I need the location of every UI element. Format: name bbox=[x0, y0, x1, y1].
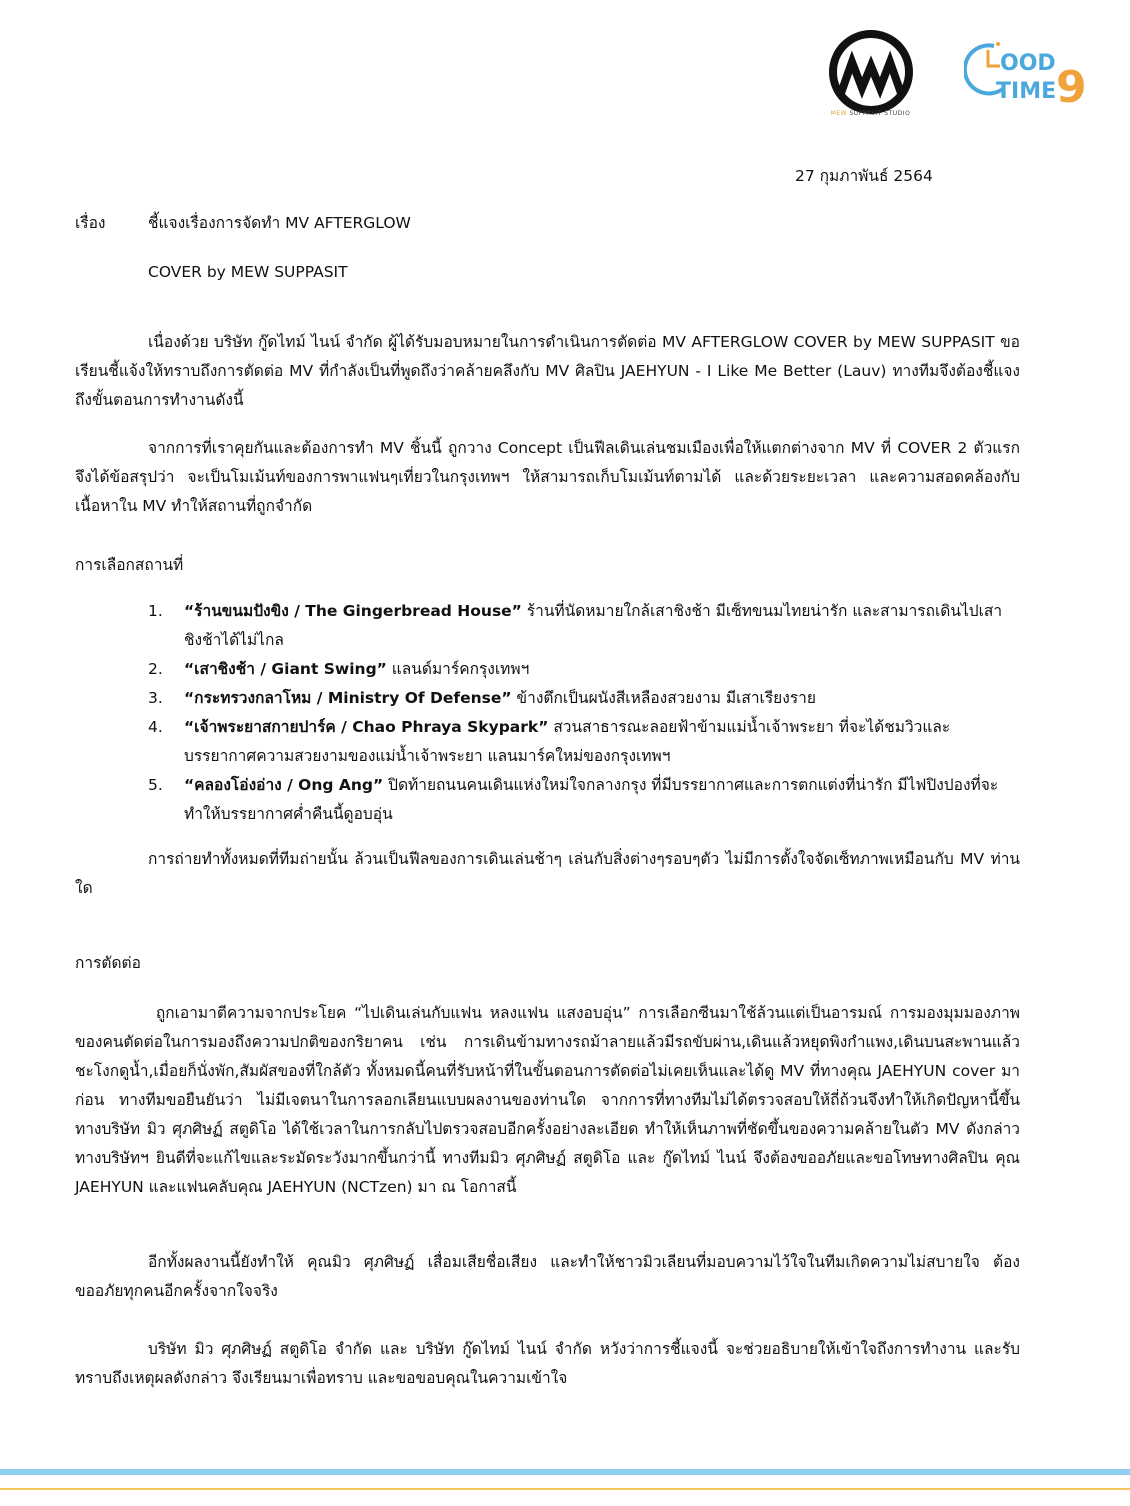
list-item: 5. “คลองโอ่งอ่าง / Ong Ang” ปิดท้ายถนนคนเดินแห่งใหม่ใจกลางกรุง ที่มีบรรยากาศและการตกแต่งที่น่ารัก มีไฟปิงปองที่จะทำให้บรรยากาศค่ำคืนนี้ดูอบอุ่น bbox=[148, 776, 999, 823]
paragraph-apology: อีกทั้งผลงานนี้ยังทำให้ คุณมิว ศุภศิษฏ์ เสื่อมเสียชื่อเสียง และทำให้ชาวมิวเลียนที่มอบความไว้ใจในทีมเกิดความไม่สบายใจ ต้องขออภัยทุกคนอีกครั้งจากใจจริง bbox=[75, 1253, 1020, 1300]
locations-list bbox=[148, 597, 1018, 829]
goodtime9-logo bbox=[964, 36, 1094, 112]
goodtime-number-nine: 9 bbox=[1056, 62, 1087, 112]
list-item: 3. “กระทรวงกลาโหม / Ministry Of Defense” ข้างตึกเป็นผนังสีเหลืองสวยงาม มีเสาเรียงราย bbox=[148, 689, 816, 707]
heading-locations: การเลือกสถานที่ bbox=[75, 556, 184, 574]
mew-suppasit-studio-logo bbox=[826, 28, 916, 120]
list-item: 2. “เสาชิงช้า / Giant Swing” แลนด์มาร์คกรุงเทพฯ bbox=[148, 660, 530, 678]
paragraph-concept: จากการที่เราคุยกันและต้องการทำ MV ชิ้นนี้ ถูกวาง Concept เป็นฟีลเดินเล่นชมเมืองเพื่อให้แตกต่างจาก MV ที่ COVER 2 ตัวแรก จึงได้ข้อสรุปว่า จะเป็นโมเม้นท์ของการพาแฟนๆเที่ยวในกรุงเทพฯ ให้สามารถเก็บโมเม้นท์ตามได้ และด้วยระยะเวลา และความสอดคล้องกับเนื้อหาใน MV ทำให้สถานที่ถูกจำกัด bbox=[75, 439, 1020, 515]
paragraph-intro: เนื่องด้วย บริษัท กู๊ดไทม์ ไนน์ จำกัด ผู้ได้รับมอบหมายในการดำเนินการตัดต่อ MV AFTERGLOW COVER by MEW SUPPASIT ขอเรียนชี้แจ้งให้ทราบถึงการตัดต่อ MV ที่กำลังเป็นที่พูดถึงว่าคล้ายคลึงกับ MV ศิลปิน JAEHYUN - I Like Me Better (Lauv) ทางทีมจึงต้องชี้แจงถึงขั้นตอนการทำงานดังนี้ bbox=[75, 333, 1020, 409]
footer-blue-stripe bbox=[0, 1469, 1130, 1475]
goodtime-word-good: OOD bbox=[1000, 51, 1056, 76]
list-item: 4. “เจ้าพระยาสกายปาร์ค / Chao Phraya Skypark” สวนสาธารณะลอยฟ้าข้ามแม่น้ำเจ้าพระยา ที่จะได้ชมวิวและบรรยากาศความสวยงามของแม่น้ำเจ้าพระยา แลนมาร์คใหม่ของกรุงเทพฯ bbox=[148, 718, 951, 765]
goodtime-word-time: TIME bbox=[996, 79, 1057, 104]
paragraph-editing: ถูกเอามาตีความจากประโยค “ไปเดินเล่นกับแฟน หลงแฟน แสงอบอุ่น” การเลือกซีนมาใช้ล้วนแต่เป็นอารมณ์ การมองมุมมองภาพของคนตัดต่อในการมองถึงความปกติของกริยาคน เช่น การเดินข้ามทางรถม้าลายแล้วมีรถขับผ่าน,เดินแล้วหยุดพิงกำแพง,เดินบนสะพานแล้วชะโงกดูน้ำ,เมื่อยก็นั่งพัก,สัมผัสของที่ใกล้ตัว ทั้งหมดนี้คนที่รับหน้าที่ในขั้นตอนการตัดต่อไม่เคยเห็นและได้ดู MV ที่ทางคุณ JAEHYUN cover มาก่อน ทางทีมขอยืนยันว่า ไม่มีเจตนาในการลอกเลียนแบบผลงานของท่านใด จากการที่ทางทีมไม่ได้ตรวจสอบให้ถี่ถ้วนจึงทำให้เกิดปัญหานี้ขึ้น ทางบริษัท มิว ศุภศิษฏ์ สตูดิโอ ได้ใช้เวลาในการกลับไปตรวจสอบอีกครั้งอย่างละเอียด ทำให้เห็นภาพที่ชัดขึ้นของความคล้ายในตัว MV ดังกล่าว ทางบริษัทฯ ยินดีที่จะแก้ไขและระมัดระวังมากขึ้นกว่านี้ ทางทีมมิว ศุภศิษฏ์ สตูดิโอ และ กู๊ดไทม์ ไนน์ จึงต้องขออภัยและขอโทษทางศิลปิน คุณ JAEHYUN และแฟนคลับคุณ JAEHYUN (NCTzen) มา ณ โอกาสนี้ bbox=[75, 1004, 1020, 1196]
heading-editing: การตัดต่อ bbox=[75, 954, 141, 972]
subject-label: เรื่อง bbox=[75, 214, 106, 232]
subject-line-1: ชี้แจงเรื่องการจัดทำ MV AFTERGLOW bbox=[148, 214, 411, 232]
letter-date: 27 กุมภาพันธ์ 2564 bbox=[795, 167, 933, 185]
mew-studio-caption: MEW SUPPASIT STUDIO bbox=[830, 110, 911, 117]
footer-yellow-stripe bbox=[0, 1488, 1130, 1490]
list-item: 1. “ร้านขนมปังขิง / The Gingerbread House” ร้านที่นัดหมายใกล้เสาชิงช้า มีเซ็ทขนมไทยน่ารัก และสามารถเดินไปเสาชิงช้าได้ไม่ไกล bbox=[148, 602, 1003, 649]
subject-line-2: COVER by MEW SUPPASIT bbox=[148, 263, 348, 281]
paragraph-closing: บริษัท มิว ศุภศิษฏ์ สตูดิโอ จำกัด และ บริษัท กู๊ดไทม์ ไนน์ จำกัด หวังว่าการชี้แจงนี้ จะช่วยอธิบายให้เข้าใจถึงการทำงาน และรับทราบถึงเหตุผลดังกล่าว จึงเรียนมาเพื่อทราบ และขอขอบคุณในความเข้าใจ bbox=[75, 1340, 1020, 1387]
paragraph-filming: การถ่ายทำทั้งหมดที่ทีมถ่ายนั้น ล้วนเป็นฟีลของการเดินเล่นช้าๆ เล่นกับสิ่งต่างๆรอบๆตัว ไม่มีการตั้งใจจัดเซ็ทภาพเหมือนกับ MV ท่านใด bbox=[75, 850, 1020, 897]
